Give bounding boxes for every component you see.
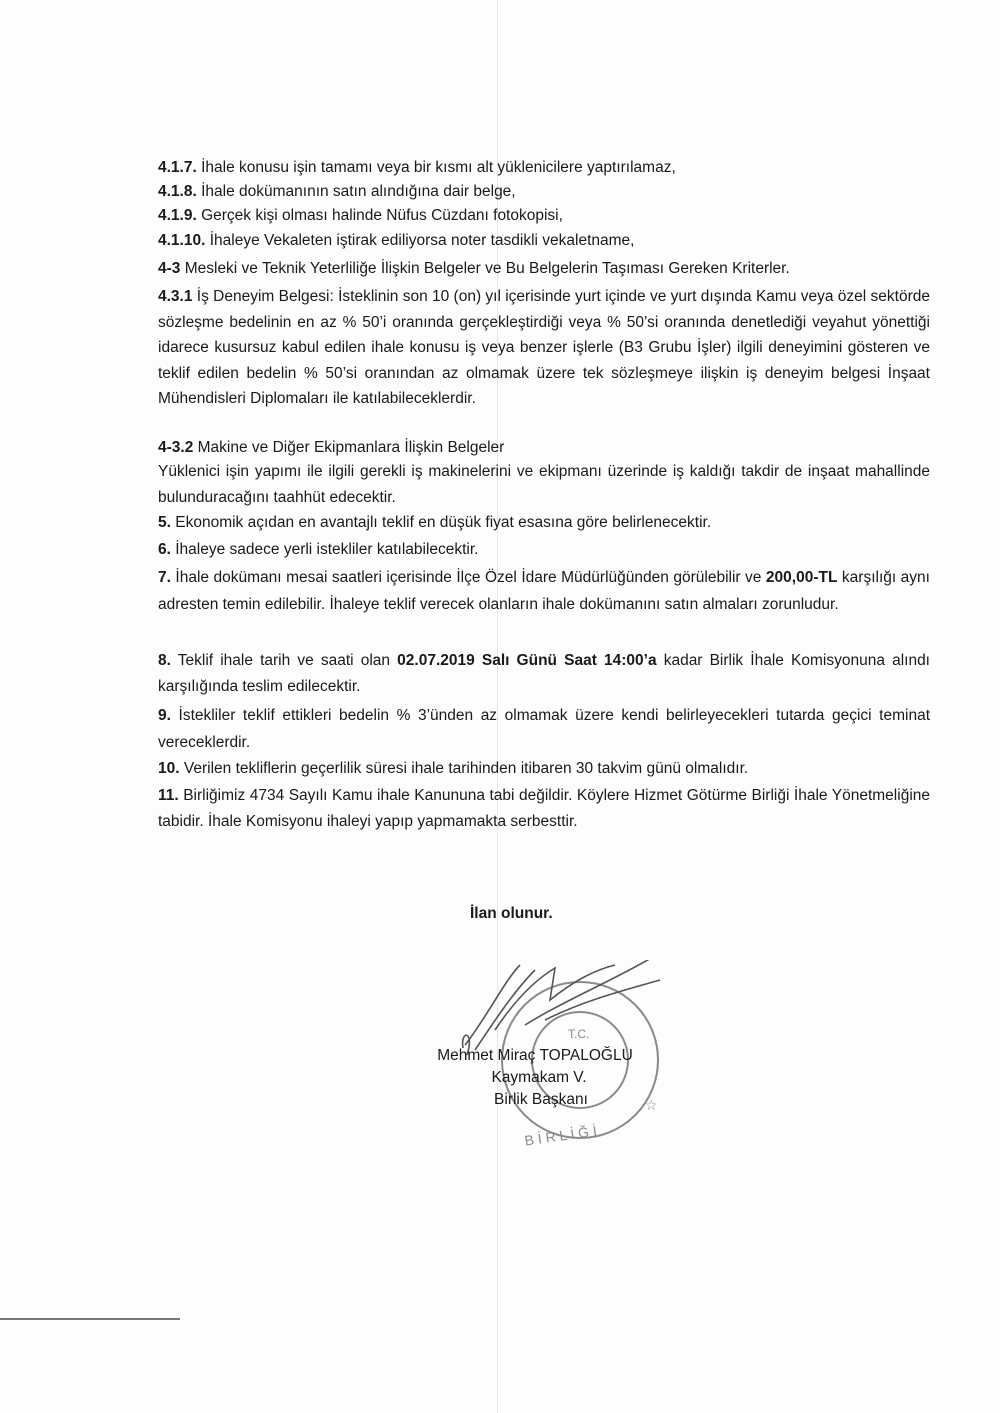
scan-edge-line [0, 1318, 180, 1320]
item-4-3-1 [158, 284, 930, 412]
item-number: 10. [158, 760, 180, 777]
item-number: 11. [158, 787, 179, 804]
item-7 [158, 564, 930, 618]
item-text: Mesleki ve Teknik Yeterliliğe İlişkin Belgeler ve Bu Belgelerin Taşıması Gereken Kriterler. [180, 260, 790, 277]
document-price: 200,00-TL [765, 569, 838, 586]
item-4-1-7 [158, 155, 930, 181]
item-text: Yüklenici işin yapımı ile ilgili gerekli iş makinelerini ve ekipmanı üzerinde iş kaldığı takdir de inşaat mahallinde bulunduracağını taahhüt edecektir. [158, 463, 930, 506]
item-text: İhale konusu işin tamamı veya bir kısmı alt yüklenicilere yaptırılamaz, [196, 159, 676, 176]
item-11 [158, 783, 930, 835]
item-number: 4.1.7. [158, 159, 197, 176]
item-number: 5. [158, 514, 171, 531]
item-text: İhaleye Vekaleten iştirak ediliyorsa noter tasdikli vekaletname, [205, 232, 635, 249]
item-number: 4.1.9. [158, 207, 197, 224]
item-4-1-9 [158, 203, 930, 229]
item-text: İş Deneyim Belgesi: İsteklinin son 10 (on) yıl içerisinde yurt içinde ve yurt dışında Kamu veya özel sektörde sözleşme bedelinin en az % 50’i oranında gerçekleştirdiği veya % 50’si oranında denetlediği veyahut yönettiği idarece kusursuz kabul edilen ihale konusu iş veya benzer işlerle (B3 Grubu İşler) ilgili deneyimini gösteren ve teklif edilen bedelin % 50’si oranından az olmamak üzere tek sözleşmeye ilişkin iş deneyim belgesi İnşaat Mühendisleri Diplomaları ile katılabileceklerdir. [158, 288, 930, 407]
signature-icon [463, 960, 665, 1055]
item-5 [158, 510, 930, 536]
item-4-3 [158, 256, 930, 282]
item-text: İhale dokümanı mesai saatleri içerisinde İlçe Özel İdare Müdürlüğünden görülebilir ve [170, 569, 766, 586]
item-number: 4.3.1 [158, 288, 193, 305]
item-number: 8. [158, 652, 171, 669]
item-text: İhale dokümanının satın alındığına dair belge, [196, 183, 516, 200]
item-text: Birliğimiz 4734 Sayılı Kamu ihale Kanununa tabi değildir. Köylere Hizmet Götürme Birliği İhale Yönetmeliğine tabidir. İhale Komisyonu ihaleyi yapıp yapmamakta serbesttir. [158, 787, 930, 830]
item-number: 6. [158, 541, 171, 558]
item-text: Makine ve Diğer Ekipmanlara İlişkin Belgeler [193, 439, 505, 456]
svg-text:☆: ☆ [645, 1097, 658, 1113]
item-9 [158, 702, 930, 756]
item-text: Gerçek kişi olması halinde Nüfus Cüzdanı fotokopisi, [196, 207, 563, 224]
item-text: İstekliler teklif ettikleri bedelin % 3’ünden az olmamak üzere kendi belirleyecekleri tutarda geçici teminat vereceklerdir. [158, 707, 930, 751]
item-10 [158, 756, 930, 782]
item-6 [158, 537, 930, 563]
item-text: karşılığı aynı adresten temin edilebilir. İhaleye teklif verecek olanların ihale dokümanını satın almaları zorunludur. [158, 569, 930, 613]
item-4-1-10 [158, 228, 930, 254]
item-text: Teklif ihale tarih ve saati olan [170, 652, 398, 669]
item-4-3-2 [158, 435, 930, 461]
item-8 [158, 648, 930, 700]
signatory-position: Birlik Başkanı [494, 1091, 588, 1108]
item-text: İhaleye sadece yerli istekliler katılabilecektir. [170, 541, 479, 558]
closing-text: İlan olunur. [470, 905, 553, 922]
item-text: Ekonomik açıdan en avantajlı teklif en düşük fiyat esasına göre belirlenecektir. [170, 514, 712, 531]
item-4-1-8 [158, 179, 930, 205]
item-text: kadar Birlik İhale Komisyonuna alındı karşılığında teslim edilecektir. [158, 652, 930, 695]
item-text: Verilen tekliflerin geçerlilik süresi ihale tarihinden itibaren 30 takvim günü olmalıdır. [179, 760, 749, 777]
item-number: 4.1.8. [158, 183, 197, 200]
item-number: 4.1.10. [158, 232, 206, 249]
item-contractor-equipment [158, 459, 930, 511]
item-number: 4-3 [158, 260, 181, 277]
item-number: 9. [158, 707, 171, 724]
svg-text:B İ R L İ Ğ İ: B İ R L İ Ğ İ [523, 1122, 598, 1149]
signatory-title: Kaymakam V. [491, 1069, 587, 1086]
signatory-name: Mehmet Miraç TOPALOĞLU [437, 1047, 633, 1064]
svg-text:T.C.: T.C. [568, 1027, 590, 1041]
item-number: 4-3.2 [158, 439, 194, 456]
item-number: 7. [158, 569, 171, 586]
tender-date: 02.07.2019 Salı Günü Saat 14:00’a [397, 652, 657, 669]
